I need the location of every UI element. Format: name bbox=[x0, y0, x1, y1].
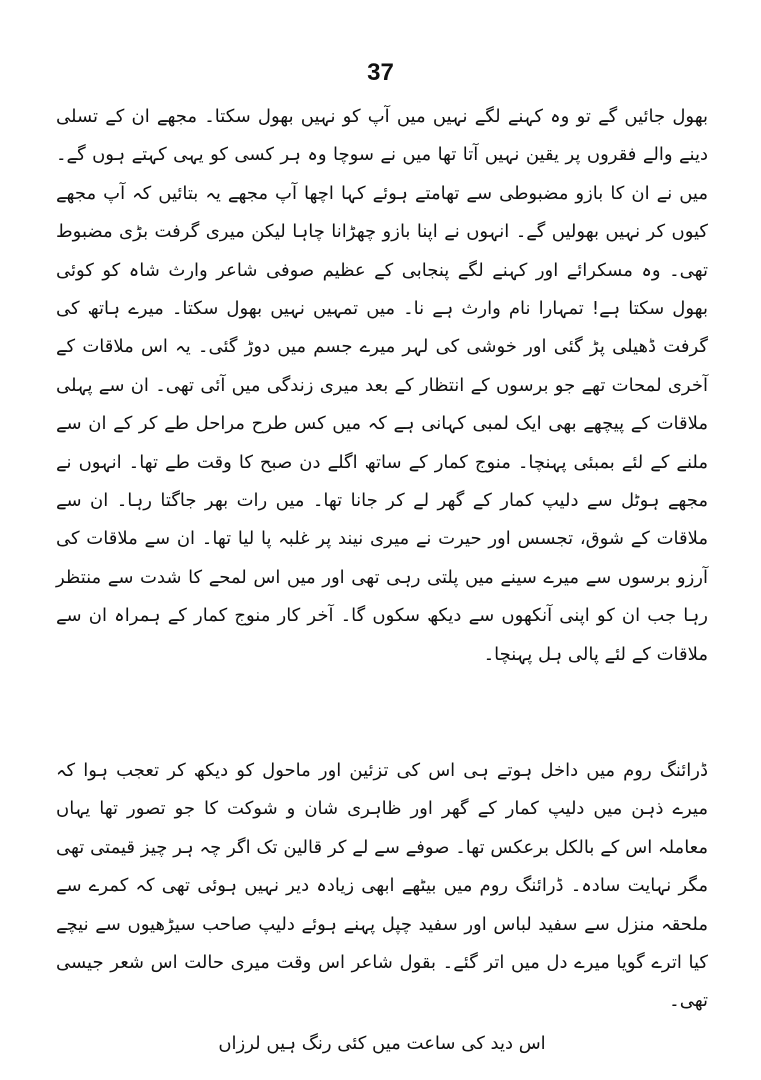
body-paragraph-1: بھول جائیں گے تو وہ کہنے لگے نہیں میں آپ کو نہیں بھول سکتا۔ مجھے ان کے تسلی دینے والے فقروں پر یقین نہیں آتا تھا میں نے سوچا وہ ہر کسی کو یہی کہتے ہوں گے۔ میں نے ان کا بازو مضبوطی سے تھامتے ہوئے کہا اچھا آپ مجھے یہ بتائیں کہ آپ مجھے کیوں کر نہیں بھولیں گے۔ انہوں نے اپنا بازو چھڑانا چاہا لیکن میری گرفت بڑی مضبوط تھی۔ وہ مسکرائے اور کہنے لگے پنجابی کے عظیم صوفی شاعر وارث شاہ کو کوئی بھول سکتا ہے! تمہارا نام وارث ہے نا۔ میں تمہیں نہیں بھول سکتا۔ میرے ہاتھ کی گرفت ڈھیلی پڑ گئی اور خوشی کی لہر میرے جسم میں دوڑ گئی۔ یہ اس ملاقات کے آخری لمحات تھے جو برسوں کے انتظار کے بعد میری زندگی میں آئی تھی۔ ان سے پہلی ملاقات کے پیچھے بھی ایک لمبی کہانی ہے کہ میں کس طرح مراحل طے کر کے ان سے ملنے کے لئے بمبئی پہنچا۔ منوج کمار کے ساتھ اگلے دن صبح کا وقت طے تھا۔ انہوں نے مجھے ہوٹل سے دلیپ کمار کے گھر لے کر جانا تھا۔ میں رات بھر جاگتا رہا۔ ان سے ملاقات کے شوق، تجسس اور حیرت نے میری نیند پر غلبہ پا لیا تھا۔ ان سے ملاقات کی آرزو برسوں سے میرے سینے میں پلتی رہی تھی اور میں اس لمحے کا شدت سے منتظر رہا جب ان کو اپنی آنکھوں سے دیکھ سکوں گا۔ آخر کار منوج کمار کے ہمراہ ان سے ملاقات کے لئے پالی ہل پہنچا۔ bbox=[56, 106, 709, 665]
poetry-verse: اس دید کی ساعت میں کئی رنگ ہیں لرزاں bbox=[218, 1033, 546, 1054]
body-paragraph-2: ڈرائنگ روم میں داخل ہوتے ہی اس کی تزئین اور ماحول کو دیکھ کر تعجب ہوا کہ میرے ذہن میں دلیپ کمار کے گھر اور ظاہری شان و شوکت کا جو تصور تھا یہاں معاملہ اس کے بالکل برعکس تھا۔ صوفے سے لے کر قالین تک اگر چہ ہر چیز قیمتی تھی مگر نہایت سادہ۔ ڈرائنگ روم میں بیٹھے ابھی زیادہ دیر نہیں ہوئی تھی کہ کمرے سے ملحقہ منزل سے سفید لباس اور سفید چپل پہنے ہوئے دلیپ صاحب سیڑھیوں سے نیچے کیا اترے گویا میرے دل میں اتر گئے۔ بقول شاعر اس وقت میری حالت اس شعر جیسی تھی۔ bbox=[56, 760, 708, 1012]
page-number: 37 bbox=[367, 59, 394, 86]
